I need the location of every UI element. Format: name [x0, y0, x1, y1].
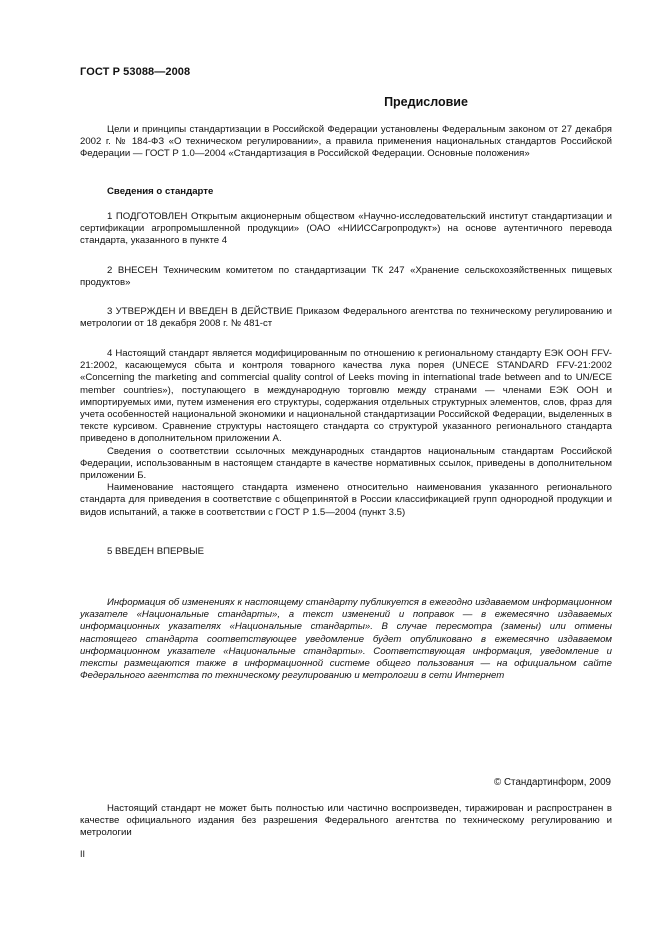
notice-block	[80, 597, 612, 682]
item-3	[80, 306, 612, 330]
intro-text: Цели и принципы стандартизации в Российской Федерации установлены Федеральным законом от 27 декабря 2002 г. № 184-ФЗ «О техническом регулировании», а правила применения национальных стандартов Российской Федерации — ГОСТ Р 1.0—2004 «Стандартизация в Российской Федерации. Основные положения»	[80, 124, 612, 160]
section-heading-block	[80, 186, 612, 198]
notice-text: Информация об изменениях к настоящему стандарту публикуется в ежегодно издаваемом информационном указателе «Национальные стандарты», а текст изменений и поправок — в ежемесячно издаваемых информационных указателях «Национальные стандарты». В случае пересмотра (замены) или отмены настоящего стандарта соответствующее уведомление будет опубликовано в ежемесячно издаваемом информационном указателе «Национальные стандарты». Соответствующая информация, уведомление и тексты размещаются также в информационной системе общего пользования — на официальном сайте Федерального агентства по техническому регулированию и метрологии в сети Интернет	[80, 597, 612, 682]
item-4-paragraph-3: Наименование настоящего стандарта изменено относительно наименования указанного регионального стандарта для приведения в соответствие с общепринятой в России классификацией групп однородной продукции и видов испытаний, а также в соответствии с ГОСТ Р 1.5—2004 (пункт 3.5)	[80, 482, 612, 518]
item-4	[80, 348, 612, 519]
item-2-text: 2 ВНЕСЕН Техническим комитетом по стандартизации ТК 247 «Хранение сельскохозяйственных пищевых продуктов»	[80, 265, 612, 289]
copyright-line: © Стандартинформ, 2009	[494, 777, 611, 788]
reproduction-notice: Настоящий стандарт не может быть полностью или частично воспроизведен, тиражирован и распространен в качестве официального издания без разрешения Федерального агентства по техническому регулированию и метрологии	[80, 803, 612, 839]
item-3-text: 3 УТВЕРЖДЕН И ВВЕДЕН В ДЕЙСТВИЕ Приказом Федерального агентства по техническому регулированию и метрологии от 18 декабря 2008 г. № 481-ст	[80, 306, 612, 330]
standard-id: ГОСТ Р 53088—2008	[80, 66, 191, 78]
item-4-paragraph-1: 4 Настоящий стандарт является модифицированным по отношению к региональному стандарту ЕЭК ООН FFV-21:2002, касающемуся сбыта и контроля товарного качества лука порея (UNECE STANDARD FFV-21:2002 «Concerning the marketing and commercial quality control of Leeks moving in international trade between and to UN/ECE member countries»), поступающего в международную торговлю между странами — членами ЕЭК ООН и импортируемых ими, путем изменения его структуры, содержания отдельных структурных элементов, слов, фраз для учета особенностей национальной экономики и национальной стандартизации Российской Федерации, выделенных в тексте курсивом. Сравнение структуры настоящего стандарта со структурой указанного регионального стандарта приведено в дополнительном приложении А.	[80, 348, 612, 445]
item-2	[80, 265, 612, 289]
reproduction-notice-block	[80, 803, 612, 840]
intro-paragraph	[80, 124, 612, 161]
page-number: II	[80, 849, 86, 859]
page-title: Предисловие	[384, 95, 468, 109]
item-5-text: 5 ВВЕДЕН ВПЕРВЫЕ	[107, 546, 205, 557]
item-1-text: 1 ПОДГОТОВЛЕН Открытым акционерным обществом «Научно-исследовательский институт стандартизации и сертификации агропромышленной продукции» (ОАО «НИИССагропродукт») на основе аутентичного перевода стандарта, указанного в пункте 4	[80, 211, 612, 247]
item-1	[80, 211, 612, 248]
item-5	[80, 546, 612, 558]
section-heading: Сведения о стандарте	[107, 186, 214, 197]
item-4-paragraph-2: Сведения о соответствии ссылочных международных стандартов национальным стандартам Российской Федерации, использованным в настоящем стандарте в качестве нормативных ссылок, приведены в дополнительном приложении Б.	[80, 445, 612, 482]
